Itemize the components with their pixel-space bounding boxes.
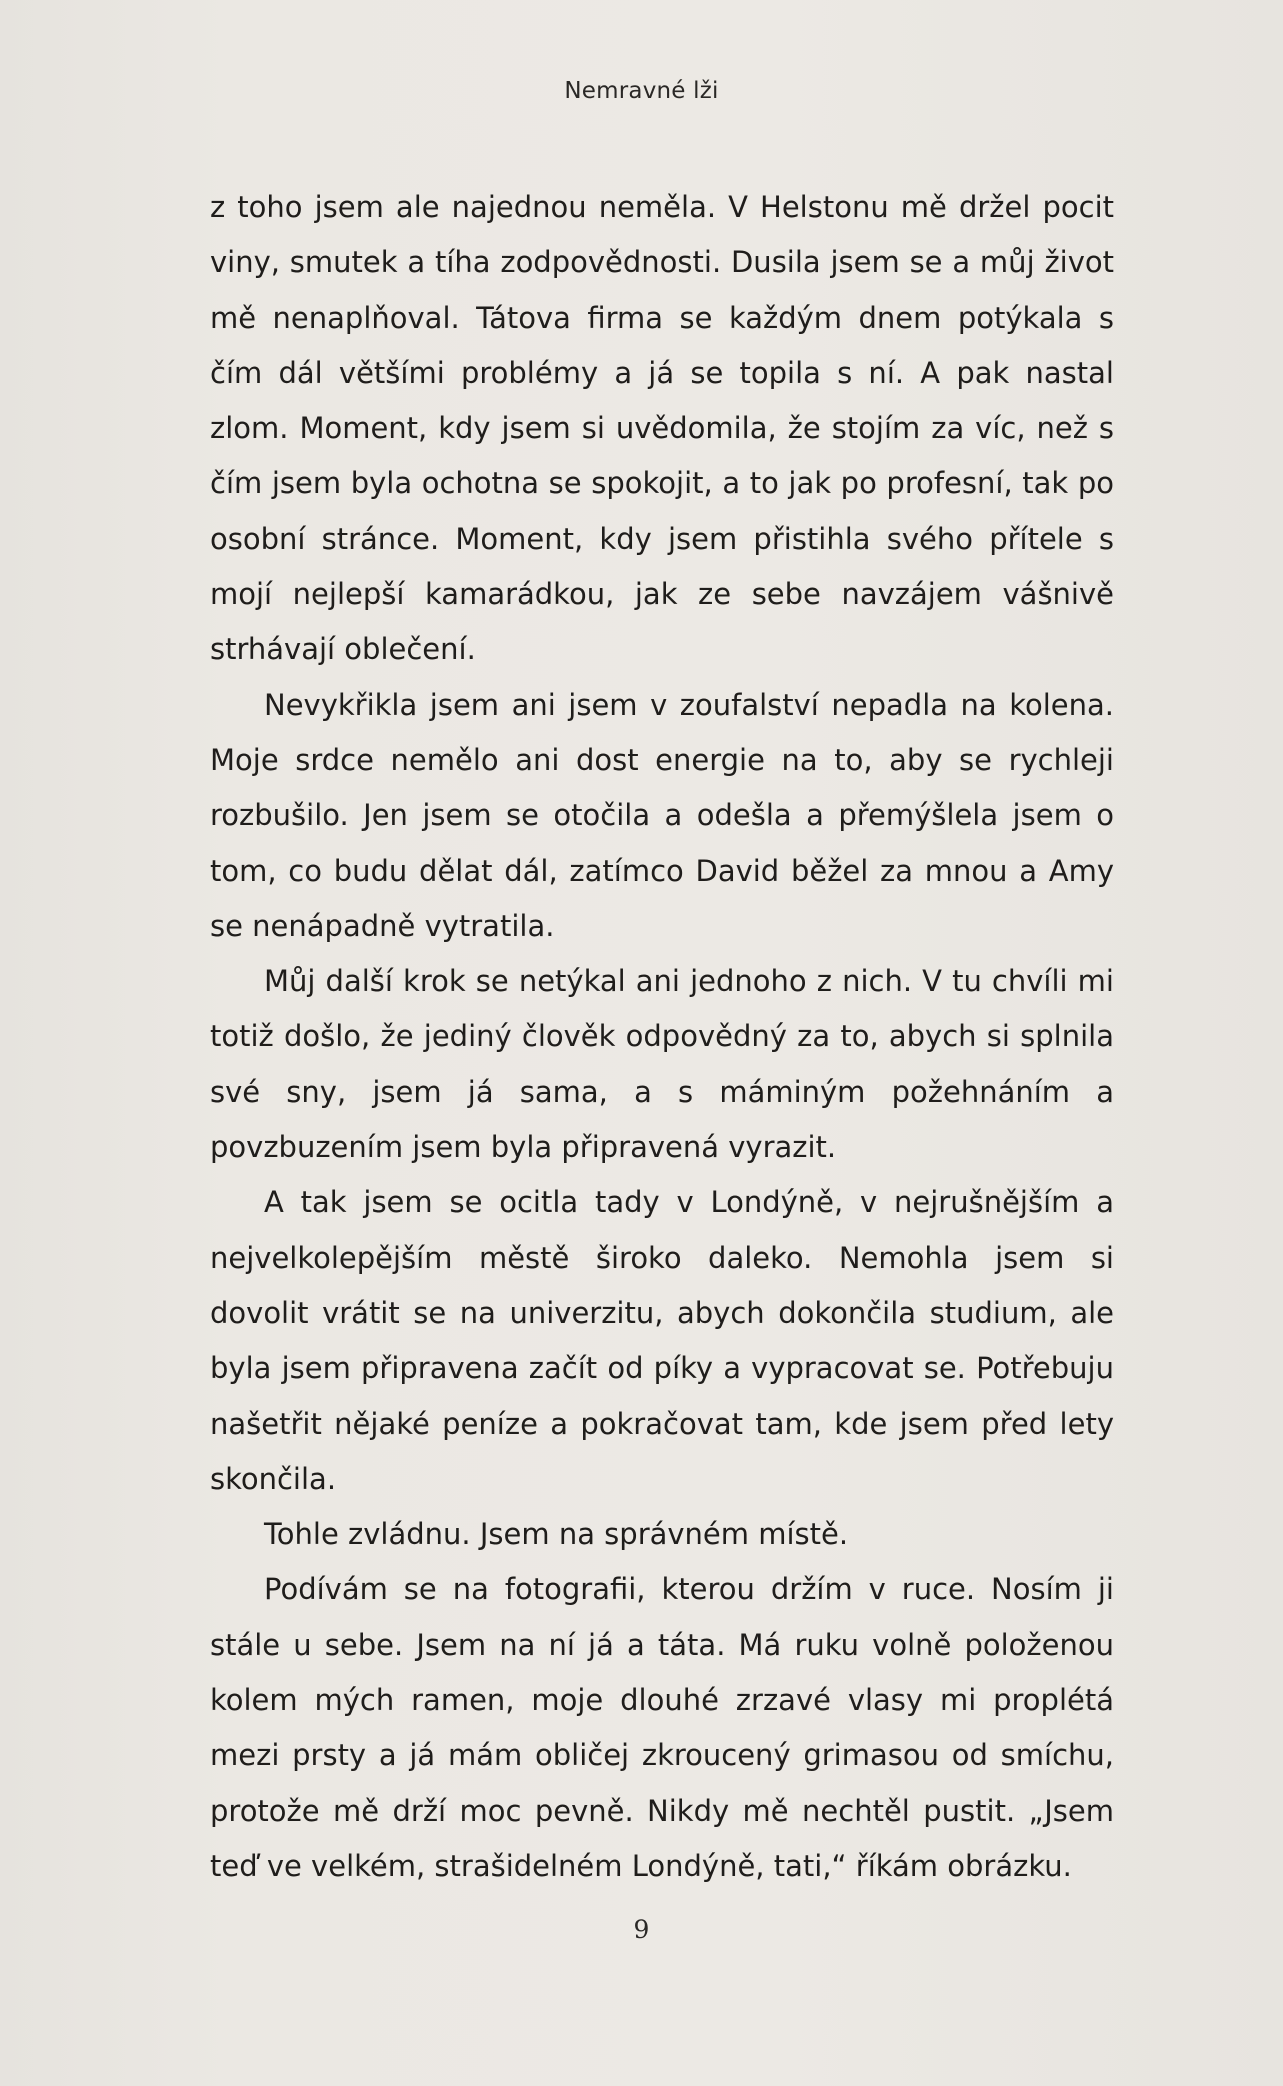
paragraph: A tak jsem se ocitla tady v Londýně, v nejrušnějším a nejvelkolepějším městě široko daleko. Nemohla jsem si dovolit vrátit se na univerzitu, abych dokončila studium, ale byla jsem připravena začít od píky a vypracovat se. Potřebuju našetřit nějaké peníze a pokračovat tam, kde jsem před lety skončila.	[210, 1185, 1114, 1496]
body-text	[210, 180, 1114, 1894]
paragraph: Podívám se na fotografii, kterou držím v ruce. Nosím ji stále u sebe. Jsem na ní já a táta. Má ruku volně položenou kolem mých ramen, moje dlouhé zrzavé vlasy mi proplétá mezi prsty a já mám obličej zkroucený grimasou od smíchu, protože mě drží moc pevně. Nikdy mě nechtěl pustit. „Jsem teď ve velkém, strašidelném Londýně, tati,“ říkám obrázku.	[210, 1572, 1114, 1883]
paragraph: Nevykřikla jsem ani jsem v zoufalství nepadla na kolena. Moje srdce nemělo ani dost energie na to, aby se rychleji rozbušilo. Jen jsem se otočila a odešla a přemýšlela jsem o tom, co budu dělat dál, zatímco David běžel za mnou a Amy se nenápadně vytratila.	[210, 687, 1114, 943]
paragraph-continued: z toho jsem ale najednou neměla. V Helstonu mě držel pocit viny, smutek a tíha zodpovědnosti. Dusila jsem se a můj život mě nenaplňoval. Tátova firma se každým dnem potýkala s čím dál většími problémy a já se topila s ní. A pak nastal zlom. Moment, kdy jsem si uvědomila, že stojím za víc, než s čím jsem byla ochotna se spokojit, a to jak po profesní, tak po osobní stránce. Moment, kdy jsem přistihla svého přítele s mojí nejlepší kamarádkou, jak ze sebe navzájem vášnivě strhávají oblečení.	[210, 190, 1114, 667]
paragraph: Můj další krok se netýkal ani jednoho z nich. V tu chvíli mi totiž došlo, že jediný člověk odpovědný za to, abych si splnila své sny, jsem já sama, a s máminým požehnáním a povzbuzením jsem byla připravená vyrazit.	[210, 964, 1114, 1165]
page-number: 9	[633, 1915, 650, 1944]
paragraph: Tohle zvládnu. Jsem na správném místě.	[264, 1517, 849, 1552]
running-title: Nemravné lži	[564, 78, 719, 104]
